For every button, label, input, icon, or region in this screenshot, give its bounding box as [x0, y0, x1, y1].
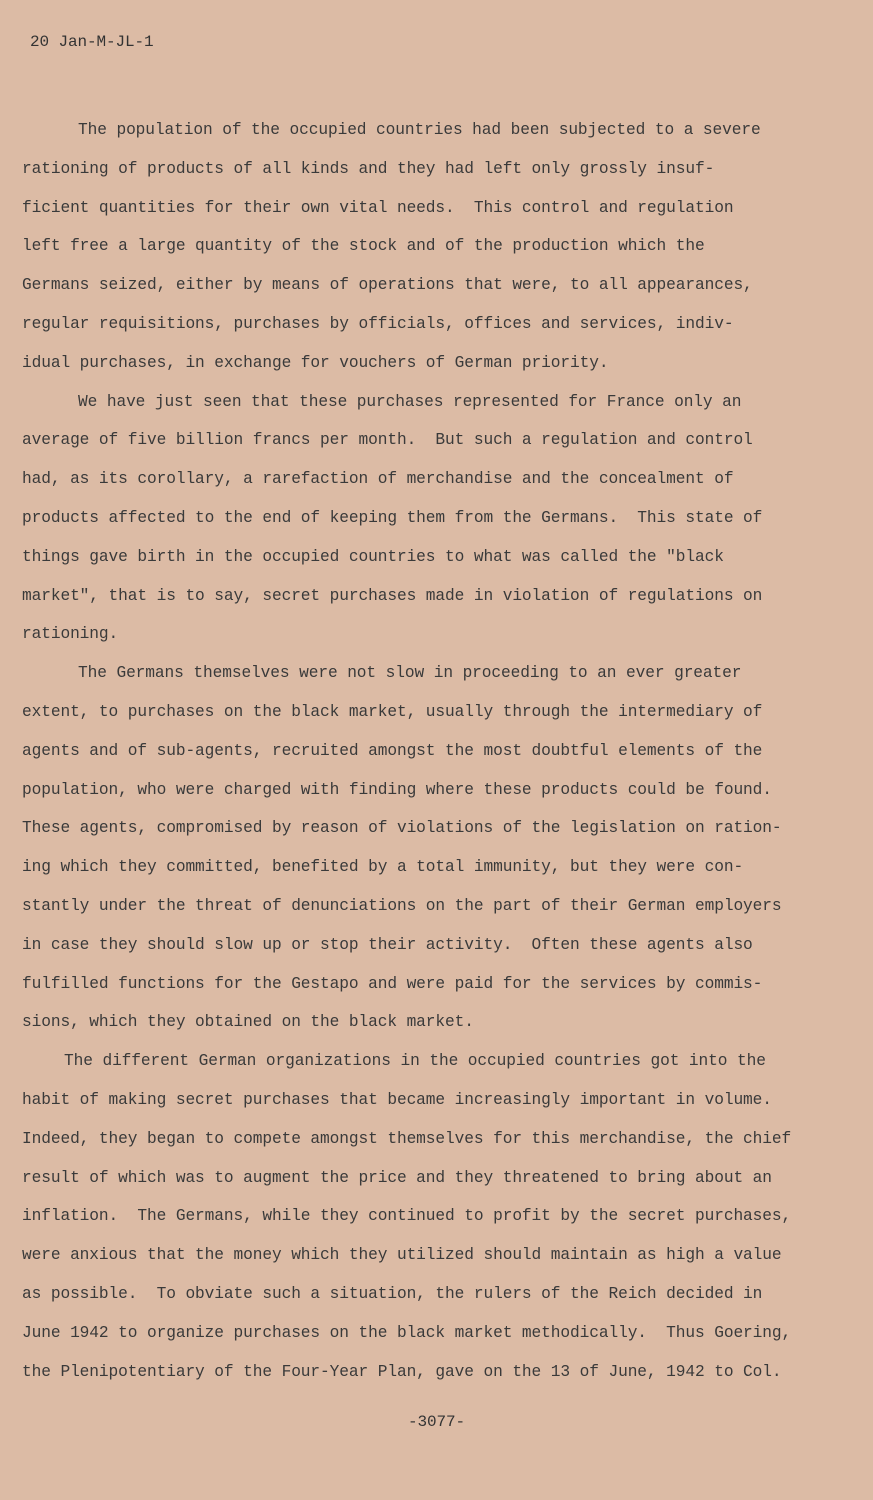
paragraph-line: average of five billion francs per month. But such a regulation and control — [22, 431, 753, 450]
paragraph-line: extent, to purchases on the black market, usually through the intermediary of — [22, 702, 763, 721]
paragraph-line: The Germans themselves were not slow in proceeding to an ever greater — [78, 664, 742, 683]
paragraph-line: These agents, compromised by reason of violations of the legislation on ration- — [22, 819, 782, 838]
paragraph-line: rationing. — [22, 625, 119, 644]
page-number: -3077- — [407, 1413, 465, 1431]
paragraph-line: ficient quantities for their own vital needs. This control and regulation — [22, 198, 734, 217]
paragraph-4 — [22, 1042, 792, 1391]
paragraph-line: population, who were charged with finding where these products could be found. — [22, 780, 772, 799]
paragraph-line: products affected to the end of keeping them from the Germans. This state of — [22, 508, 763, 527]
paragraph-line: stantly under the threat of denunciations on the part of their German employers — [22, 896, 782, 915]
paragraph-line: idual purchases, in exchange for vouchers of German priority. — [22, 353, 609, 372]
paragraph-line: We have just seen that these purchases represented for France only an — [78, 392, 742, 411]
paragraph-line: fulfilled functions for the Gestapo and were paid for the services by commis- — [22, 974, 763, 993]
paragraph-line: were anxious that the money which they utilized should maintain as high a value — [22, 1246, 782, 1265]
paragraph-1 — [22, 111, 792, 383]
document-reference: 20 Jan-M-JL-1 — [30, 33, 154, 51]
paragraph-line: habit of making secret purchases that became increasingly important in volume. — [22, 1090, 772, 1109]
paragraph-2 — [22, 383, 792, 655]
paragraph-line: in case they should slow up or stop their activity. Often these agents also — [22, 935, 753, 954]
paragraph-line: ing which they committed, benefited by a total immunity, but they were con- — [22, 858, 744, 877]
paragraph-line: had, as its corollary, a rarefaction of merchandise and the concealment of — [22, 470, 734, 489]
paragraph-line: as possible. To obviate such a situation, the rulers of the Reich decided in — [22, 1284, 763, 1303]
paragraph-line: The different German organizations in the occupied countries got into the — [64, 1052, 766, 1071]
paragraph-line: Indeed, they began to compete amongst themselves for this merchandise, the chief — [22, 1129, 792, 1148]
paragraph-line: rationing of products of all kinds and they had left only grossly insuf- — [22, 159, 715, 178]
paragraph-line: regular requisitions, purchases by officials, offices and services, indiv- — [22, 314, 734, 333]
paragraph-line: sions, which they obtained on the black market. — [22, 1013, 474, 1032]
paragraph-line: agents and of sub-agents, recruited amongst the most doubtful elements of the — [22, 741, 763, 760]
paragraph-line: June 1942 to organize purchases on the black market methodically. Thus Goering, — [22, 1323, 792, 1342]
paragraph-line: The population of the occupied countries had been subjected to a severe — [78, 121, 761, 139]
paragraph-line: result of which was to augment the price and they threatened to bring about an — [22, 1168, 772, 1187]
document-body — [22, 111, 792, 1391]
paragraph-line: things gave birth in the occupied countries to what was called the "black — [22, 547, 724, 566]
paragraph-3 — [22, 654, 792, 1042]
paragraph-line: Germans seized, either by means of operations that were, to all appearances, — [22, 276, 753, 295]
paragraph-line: inflation. The Germans, while they continued to profit by the secret purchases, — [22, 1207, 792, 1226]
paragraph-line: left free a large quantity of the stock and of the production which the — [22, 237, 705, 256]
paragraph-line: market", that is to say, secret purchases made in violation of regulations on — [22, 586, 763, 605]
paragraph-line: the Plenipotentiary of the Four-Year Plan, gave on the 13 of June, 1942 to Col. — [22, 1362, 782, 1381]
